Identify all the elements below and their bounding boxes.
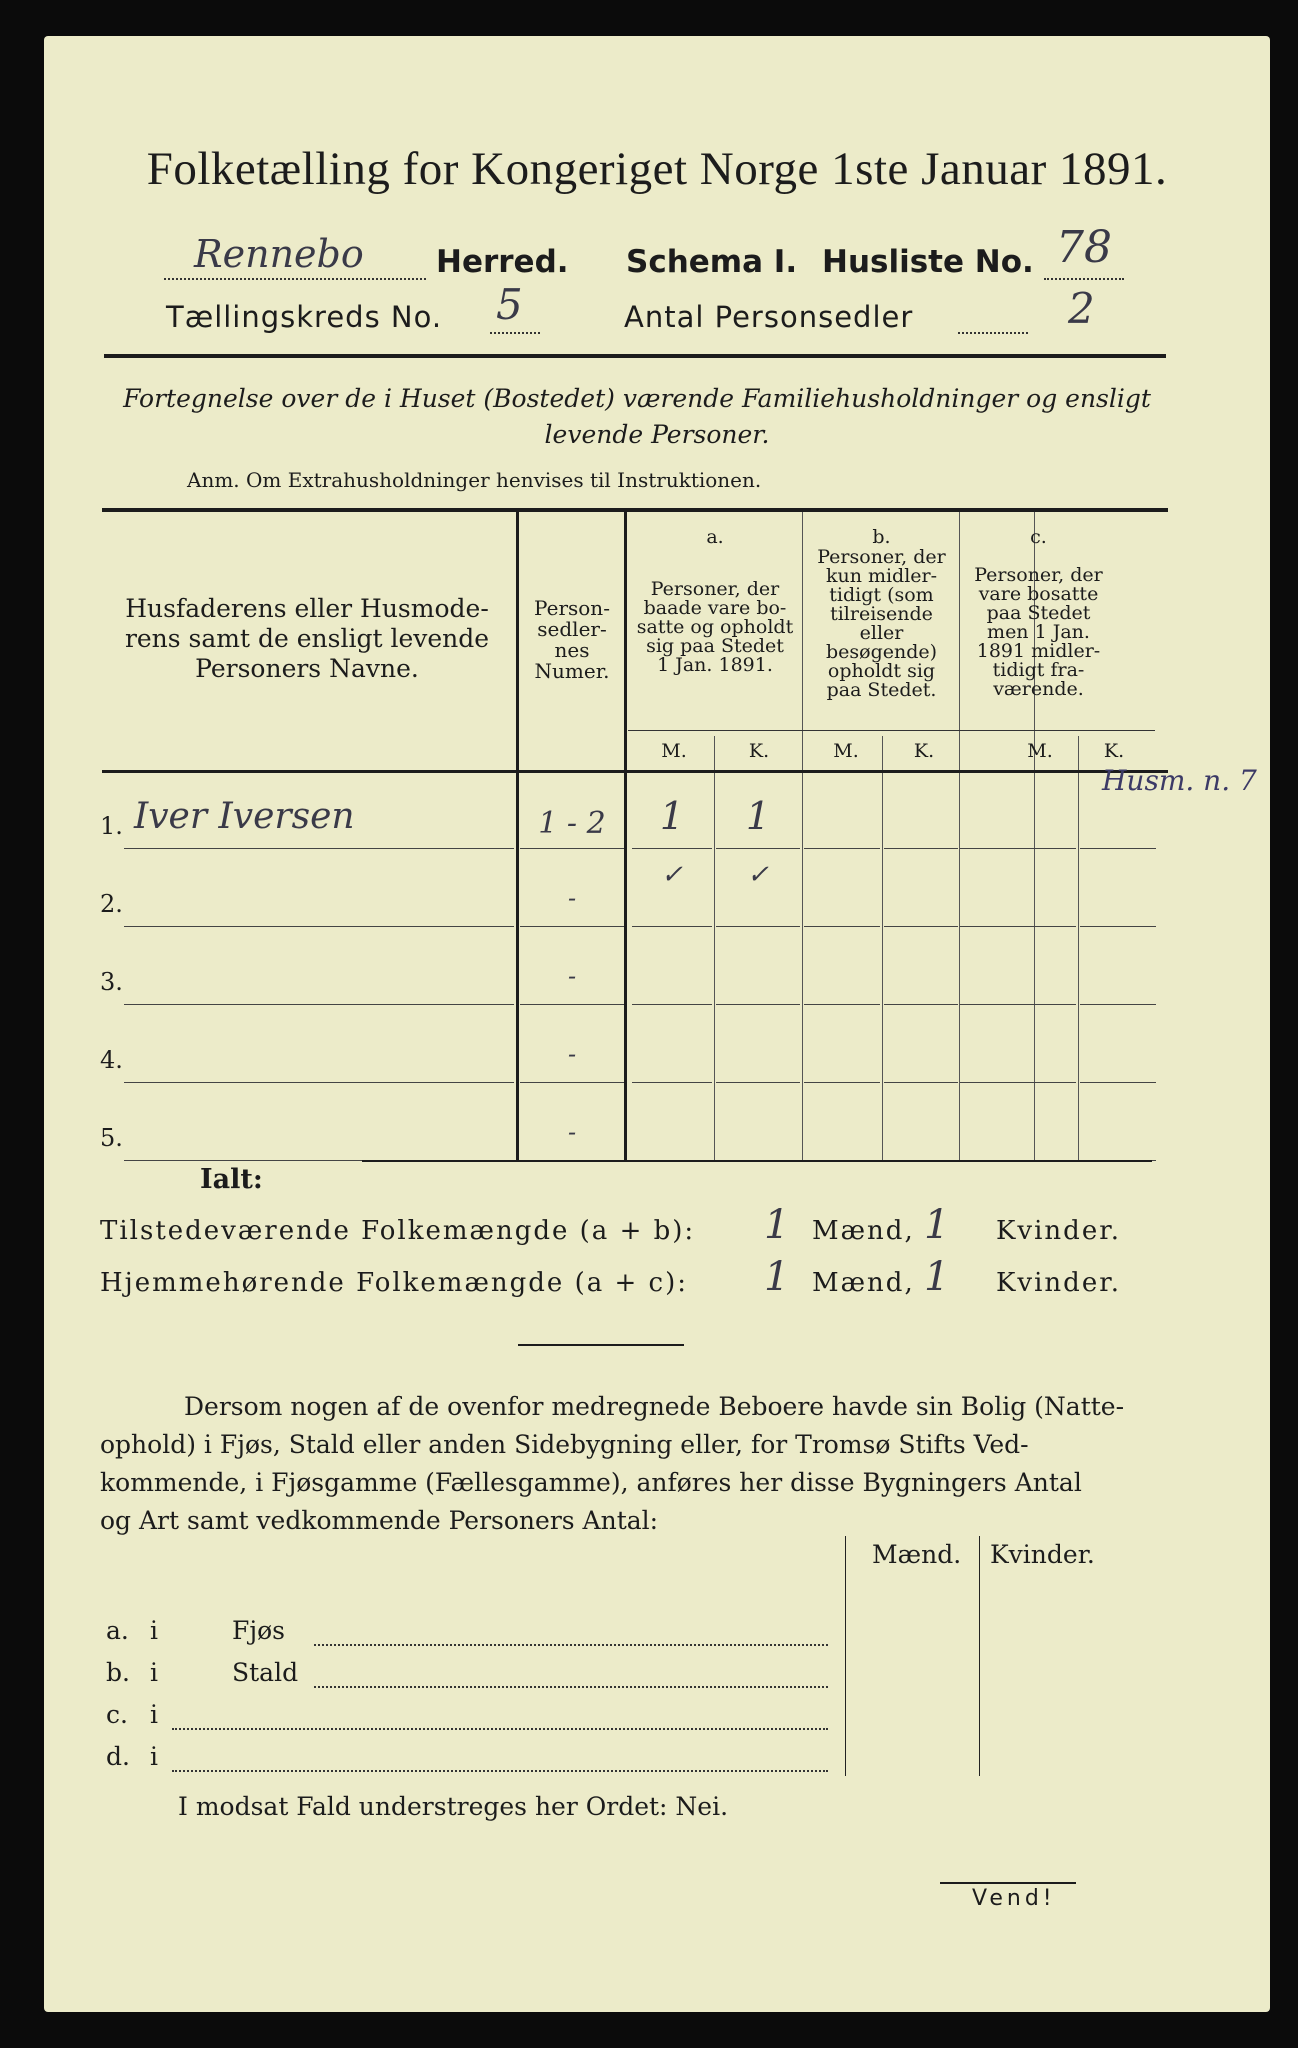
intro-line2: levende Personer. (544, 420, 770, 449)
col-divider-numer (624, 512, 627, 1160)
margin-note: Husm. n. 7 (1102, 764, 1257, 797)
row-number: 4. (100, 1046, 123, 1074)
header-bottom-rule (102, 770, 1168, 773)
mk-top-rule (628, 730, 1155, 731)
cell-rule (716, 926, 800, 927)
anm-note: Anm. Om Extrahusholdninger henvises til Instruktionen. (187, 468, 762, 492)
row-numer-rule (520, 926, 624, 927)
row-numer-rule (520, 848, 624, 849)
cell-rule (884, 1082, 958, 1083)
header-a-letter: a. (706, 526, 724, 548)
cell-rule (716, 848, 800, 849)
row-numer[interactable]: 1 - 2 (538, 806, 606, 841)
outbuilding-field[interactable] (314, 1638, 828, 1646)
outbuilding-label: Stald (232, 1658, 299, 1687)
row-numer[interactable]: - (567, 1118, 577, 1146)
row-number: 5. (100, 1124, 123, 1152)
census-form (44, 36, 1270, 2012)
outbuildings-p3: kommende, i Fjøsgamme (Fællesgamme), anføres her disse Bygningers Antal (100, 1468, 1082, 1497)
husliste-label: Husliste No. (822, 244, 1034, 280)
cell-rule (1080, 848, 1156, 849)
b-k-label: K. (913, 740, 935, 762)
outbuildings-col-divider1 (845, 1536, 846, 1776)
totals-line2-k: 1 (924, 1254, 950, 1300)
header-rule (104, 354, 1166, 358)
totals-line1-maend: Mænd, (812, 1216, 915, 1246)
outbuilding-field[interactable] (172, 1722, 828, 1730)
kreds-value: 5 (496, 280, 523, 329)
b-m-label: M. (833, 740, 859, 762)
outbuilding-field[interactable] (172, 1764, 828, 1772)
outbuildings-col-divider2 (979, 1536, 980, 1776)
cell-a-m[interactable]: ✓ (661, 860, 683, 890)
herred-label: Herred. (436, 244, 569, 280)
outbuildings-p1: Dersom nogen af de ovenfor medregnede Beboere havde sin Bolig (Natte- (184, 1392, 1125, 1421)
cell-a-k[interactable]: 1 (745, 794, 771, 838)
herred-value: Rennebo (194, 232, 364, 276)
row-numer-rule (520, 1082, 624, 1083)
header-b-letter: b. (872, 526, 891, 548)
kreds-label: Tællingskreds No. (166, 300, 443, 334)
cell-rule (960, 848, 1076, 849)
outbuilding-letter: d. (106, 1742, 130, 1771)
outbuilding-letter: b. (106, 1658, 130, 1687)
col-divider-b (959, 512, 960, 1160)
totals-line1-k: 1 (924, 1202, 950, 1248)
header-names: Husfaderens eller Husmode- rens samt de ensligt levende Personers Navne. (124, 594, 490, 683)
cell-a-k[interactable]: ✓ (747, 860, 769, 890)
schema-label: Schema I. (626, 244, 798, 280)
cell-rule (960, 1004, 1076, 1005)
husliste-value: 78 (1056, 222, 1112, 273)
row-number: 3. (100, 968, 123, 996)
header-a: Personer, der baade vare bo- satte og opholdt sig paa Stedet 1 Jan. 1891. (636, 578, 794, 676)
section-divider (518, 1344, 684, 1346)
table-top-rule (102, 508, 1168, 512)
cell-rule (632, 1082, 712, 1083)
col-divider-a (802, 512, 803, 1160)
outbuilding-prep: i (150, 1616, 158, 1645)
cell-rule (1080, 926, 1156, 927)
table-bottom-rule (362, 1160, 1152, 1162)
c-k-label: K. (1103, 740, 1125, 762)
row-number: 2. (100, 890, 123, 918)
outbuildings-col-kvinder: Kvinder. (990, 1540, 1095, 1569)
a-k-label: K. (748, 740, 770, 762)
form-title: Folketælling for Kongeriget Norge 1ste Januar 1891. (146, 143, 1168, 195)
antal-value: 2 (1068, 284, 1095, 333)
row-numer[interactable]: - (567, 1040, 577, 1068)
row-number: 1. (100, 812, 123, 840)
row-numer[interactable]: - (567, 962, 577, 990)
col-divider-c-mk (1078, 736, 1079, 1160)
cell-rule (804, 848, 880, 849)
footer-note: I modsat Fald understreges her Ordet: Nei. (178, 1792, 729, 1821)
row-name-rule (124, 1082, 514, 1083)
outbuilding-prep: i (150, 1658, 158, 1687)
col-divider-a-mk (714, 736, 715, 1160)
cell-rule (716, 1082, 800, 1083)
totals-line1-m: 1 (764, 1202, 790, 1248)
cell-rule (960, 1082, 1076, 1083)
intro-line1: Fortegnelse over de i Huset (Bostedet) værende Familiehusholdninger og ensligt (123, 384, 1151, 413)
row-numer-rule (520, 1004, 624, 1005)
outbuildings-p2: ophold) i Fjøs, Stald eller anden Sidebygning eller, for Tromsø Stifts Ved- (100, 1430, 1029, 1459)
outbuilding-letter: c. (106, 1700, 128, 1729)
row-name[interactable]: Iver Iversen (134, 796, 355, 837)
cell-rule (804, 1004, 880, 1005)
ialt-label: Ialt: (200, 1164, 263, 1195)
totals-line2-m: 1 (764, 1254, 790, 1300)
cell-rule (804, 926, 880, 927)
cell-rule (632, 926, 712, 927)
col-divider-names (516, 512, 519, 1160)
header-b: Personer, der kun midler- tidigt (som tilreisende eller besøgende) opholdt sig paa Stedet. (817, 546, 946, 701)
outbuilding-prep: i (150, 1742, 158, 1771)
outbuilding-letter: a. (106, 1616, 129, 1645)
outbuilding-prep: i (150, 1700, 158, 1729)
row-name-rule (124, 1004, 514, 1005)
totals-line2-label: Hjemmehørende Folkemængde (a + c): (100, 1268, 688, 1298)
cell-rule (884, 1004, 958, 1005)
cell-a-m[interactable]: 1 (659, 794, 685, 838)
totals-line2-kvinder: Kvinder. (996, 1268, 1122, 1298)
totals-line1-label: Tilstedeværende Folkemængde (a + b): (100, 1216, 696, 1246)
header-numer: Person- sedler- nes Numer. (534, 596, 610, 683)
cell-rule (884, 926, 958, 927)
row-name-rule (124, 926, 514, 927)
a-m-label: M. (661, 740, 687, 762)
cell-rule (804, 1082, 880, 1083)
totals-line1-kvinder: Kvinder. (996, 1216, 1122, 1246)
cell-rule (1080, 1004, 1156, 1005)
antal-label: Antal Personsedler (624, 300, 914, 334)
outbuilding-field[interactable] (314, 1680, 828, 1688)
outbuilding-label: Fjøs (232, 1616, 285, 1645)
cell-rule (1080, 1082, 1156, 1083)
outbuildings-p4: og Art samt vedkommende Personers Antal: (100, 1506, 659, 1535)
row-name-rule (124, 848, 514, 849)
cell-rule (716, 1004, 800, 1005)
vend-rule (940, 1882, 1076, 1884)
totals-line2-maend: Mænd, (812, 1268, 915, 1298)
header-c-letter: c. (1030, 526, 1047, 548)
row-numer[interactable]: - (567, 884, 577, 912)
vend-label: Vend! (972, 1886, 1056, 1911)
c-m-label: M. (1027, 740, 1053, 762)
cell-rule (960, 926, 1076, 927)
antal-field[interactable] (958, 314, 1028, 334)
header-c: Personer, der vare bosatte paa Stedet men 1 Jan. 1891 midler- tidigt fra- værende. (974, 564, 1103, 700)
cell-rule (632, 1004, 712, 1005)
col-divider-b-mk (882, 736, 883, 1160)
cell-rule (884, 848, 958, 849)
outbuildings-col-maend: Mænd. (872, 1540, 962, 1569)
cell-rule (632, 848, 712, 849)
